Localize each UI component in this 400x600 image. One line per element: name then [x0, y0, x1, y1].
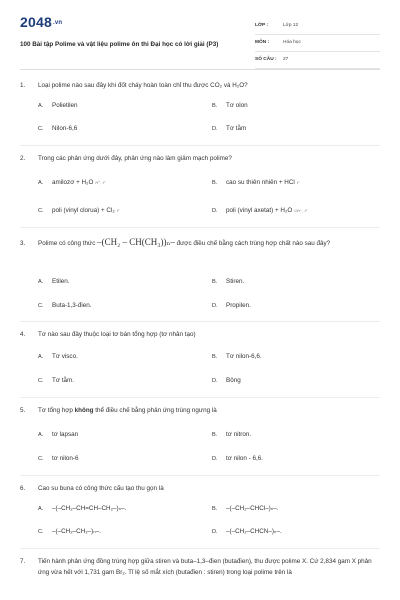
option-letter: A. — [38, 279, 44, 285]
option-letter: C. — [38, 456, 44, 462]
reaction-condition: t° — [296, 180, 300, 185]
option-letter: D. — [212, 126, 218, 132]
question-number: 6. — [20, 485, 26, 492]
option-letter: B. — [212, 354, 218, 360]
option-b[interactable] — [212, 353, 262, 360]
document-header — [20, 10, 380, 60]
question-divider — [20, 321, 380, 322]
site-logo[interactable] — [20, 14, 62, 30]
meta-row-subject — [255, 38, 380, 52]
question-text: Trong các phản ứng dưới đây, phản ứng nào làm giảm mạch polime? — [38, 155, 232, 162]
reaction-condition: H⁺, t° — [95, 180, 106, 185]
logo-text: 2048 — [20, 14, 52, 30]
option-letter: B. — [212, 506, 218, 512]
question-text: Tơ nào sau đây thuộc loại tơ bán tổng hợp (tơ nhân tạo) — [38, 331, 196, 338]
option-c[interactable] — [38, 455, 79, 462]
question-number: 1. — [20, 82, 26, 89]
question-divider — [20, 548, 380, 549]
polymer-formula: –(CH₂ – CH(CH₃))ₙ– — [97, 237, 175, 247]
option-a[interactable] — [38, 431, 78, 438]
option-letter: D. — [212, 456, 218, 462]
option-d[interactable] — [212, 207, 307, 214]
question-text: Tiến hành phản ứng đồng trùng hợp giữa stiren và buta–1,3–đien (butađien), thu được polime X. Cứ 2,834 gam X phản ứng vừa hết với 1,731 gam Br₂. Tỉ lệ số mắt xích (butađien : stiren) trong loại polime trên là — [38, 558, 372, 576]
option-a[interactable] — [38, 505, 126, 512]
document-title: 100 Bài tập Polime và vật liệu polime ôn thi Đại học có lời giải (P3) — [20, 41, 219, 48]
option-text: Bông — [226, 377, 241, 384]
option-text: Tơ tằm. — [52, 377, 74, 384]
header-divider — [20, 69, 380, 70]
option-d[interactable] — [212, 377, 241, 384]
meta-label: LỚP : — [255, 23, 269, 28]
option-c[interactable] — [38, 302, 92, 309]
option-text: Nilon-6,6 — [52, 125, 78, 132]
option-text: poli (vinyl axetat) + H₂O — [226, 207, 293, 214]
option-letter: B. — [212, 180, 218, 186]
option-d[interactable] — [212, 125, 246, 132]
question-number: 5. — [20, 407, 26, 414]
question-emphasis: không — [74, 407, 94, 414]
option-letter: B. — [212, 279, 218, 285]
option-letter: A. — [38, 354, 44, 360]
option-letter: D. — [212, 529, 218, 535]
option-text: poli (vinyl clorua) + Cl₂ — [52, 207, 115, 214]
meta-label: MÔN : — [255, 40, 270, 45]
meta-value: 27 — [283, 57, 289, 62]
meta-value: Lớp 12 — [283, 23, 299, 28]
option-text: tơ nitron. — [226, 431, 252, 438]
option-letter: B. — [212, 103, 218, 109]
option-text: Polietilen — [52, 102, 78, 109]
option-b[interactable] — [212, 505, 279, 512]
option-text: Tơ nilon-6,6. — [226, 353, 262, 360]
option-text: –(–CH₂–CHCN–)ₙ–. — [226, 528, 282, 535]
option-letter: D. — [212, 378, 218, 384]
option-letter: C. — [38, 303, 44, 309]
question-text — [38, 405, 378, 416]
option-text: tơ lapsan — [52, 431, 79, 438]
option-text: Etilen. — [52, 278, 70, 285]
option-a[interactable] — [38, 278, 70, 285]
question-text-part: Polime có công thức — [38, 240, 96, 247]
question-text-part: thể điều chế bằng phản ứng trùng ngưng là — [95, 407, 217, 414]
option-letter: A. — [38, 432, 44, 438]
option-a[interactable] — [38, 353, 78, 360]
logo-suffix: .vn — [52, 20, 63, 27]
option-c[interactable] — [38, 377, 74, 384]
option-letter: D. — [212, 303, 218, 309]
option-text: Tơ olon — [226, 102, 248, 109]
question-divider — [20, 475, 380, 476]
option-letter: A. — [38, 180, 44, 186]
option-d[interactable] — [212, 528, 282, 535]
option-text: Buta-1,3-đien. — [52, 302, 92, 309]
meta-info — [255, 21, 380, 72]
option-text: –(–CH₂–CH=CH–CH₂–)ₙ–. — [52, 505, 127, 512]
question-divider — [20, 397, 380, 398]
question-text: Cao su buna có công thức cấu tạo thu gọn là — [38, 485, 164, 492]
option-d[interactable] — [212, 302, 251, 309]
option-a[interactable] — [38, 179, 105, 186]
option-text: tơ nilon-6 — [52, 455, 79, 462]
question-number: 4. — [20, 331, 26, 338]
option-text: Propilen. — [226, 302, 251, 309]
option-c[interactable] — [38, 528, 101, 535]
option-a[interactable] — [38, 102, 78, 109]
option-text: tơ nilon - 6,6. — [226, 455, 264, 462]
option-letter: A. — [38, 506, 44, 512]
question-divider — [20, 227, 380, 228]
question-number: 3. — [20, 240, 26, 247]
meta-row-count — [255, 55, 380, 69]
option-b[interactable] — [212, 102, 248, 109]
question-divider — [20, 145, 380, 146]
question-text — [38, 236, 378, 250]
question-text-part: được điều chế bằng cách trùng hợp chất nào sau đây? — [176, 240, 331, 247]
question-number: 2. — [20, 155, 26, 162]
option-text: Tơ tằm — [226, 125, 247, 132]
option-c[interactable] — [38, 125, 77, 132]
option-c[interactable] — [38, 207, 120, 214]
option-text: Stiren. — [226, 278, 245, 285]
option-b[interactable] — [212, 431, 251, 438]
option-letter: B. — [212, 432, 218, 438]
option-letter: C. — [38, 208, 44, 214]
option-text: amilozơ + H₂O — [52, 179, 94, 186]
option-b[interactable] — [212, 278, 244, 285]
option-letter: D. — [212, 208, 218, 214]
option-text: –(–CH₂–CHCl–)ₙ–. — [226, 505, 279, 512]
question-text: Loại polime nào sau đây khi đốt cháy hoàn toàn chỉ thu được CO₂ và H₂O? — [38, 82, 248, 89]
meta-row-class — [255, 21, 380, 35]
option-b[interactable] — [212, 179, 300, 186]
option-d[interactable] — [212, 455, 263, 462]
option-letter: C. — [38, 529, 44, 535]
meta-label: SỐ CÂU : — [255, 57, 277, 62]
option-letter: A. — [38, 103, 44, 109]
question-text-part: Tơ tổng hợp — [38, 407, 73, 414]
option-text: Tơ visco. — [52, 353, 78, 360]
reaction-condition: OH⁻, t° — [294, 208, 308, 213]
option-text: cao su thiên nhiên + HCl — [226, 179, 295, 186]
meta-value: Hóa học — [283, 40, 301, 45]
reaction-condition: t° — [116, 208, 120, 213]
option-letter: C. — [38, 126, 44, 132]
question-number: 7. — [20, 558, 26, 565]
option-letter: C. — [38, 378, 44, 384]
option-text: –(–CH₂–CH₂–)ₙ–. — [52, 528, 102, 535]
